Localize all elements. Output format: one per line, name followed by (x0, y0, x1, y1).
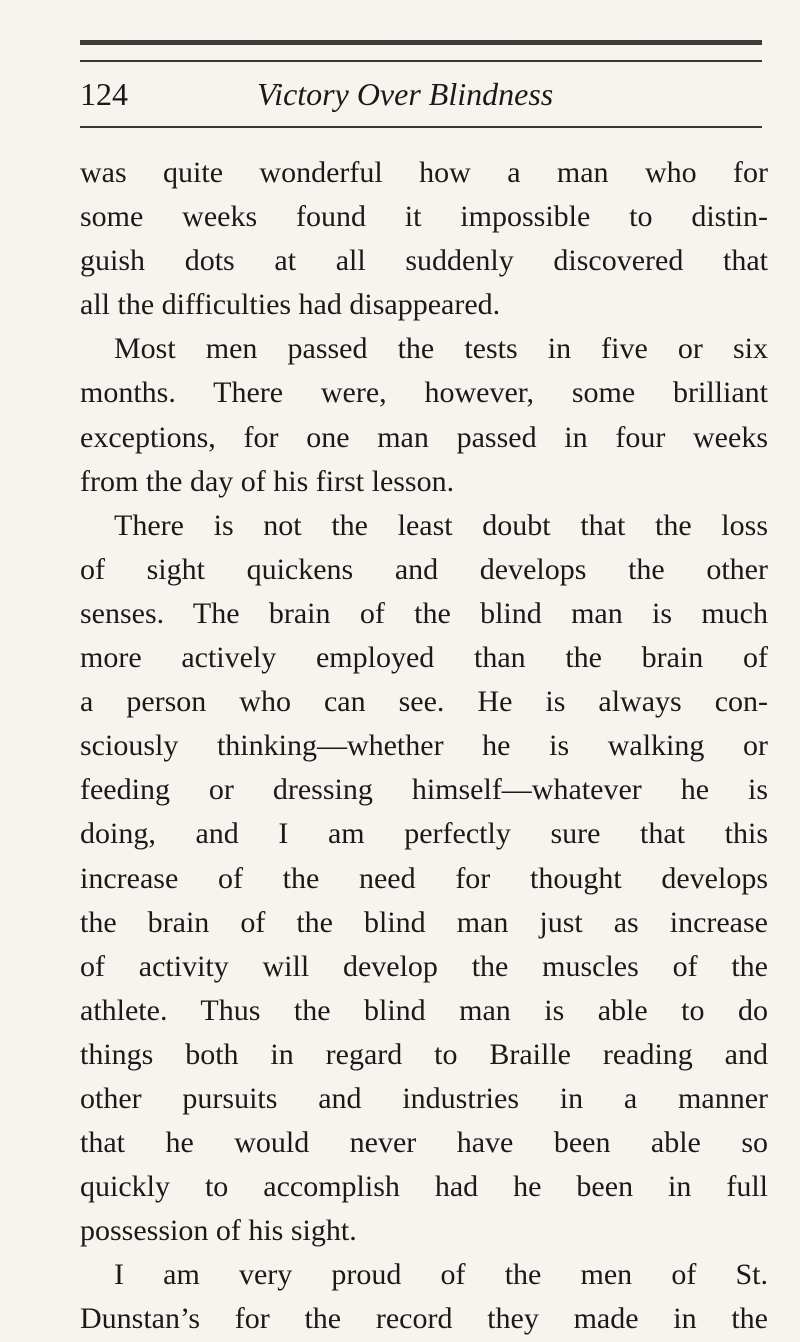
running-head (80, 72, 762, 116)
text-line: things both in regard to Braille reading and (80, 1037, 768, 1071)
text-line: senses. The brain of the blind man is much (80, 596, 768, 630)
text-line: feeding or dressing himself—whatever he is (80, 773, 768, 807)
text-line: of activity will develop the muscles of the (80, 949, 768, 983)
text-line: the brain of the blind man just as increase (80, 905, 768, 939)
text-line: was quite wonderful how a man who for (80, 156, 768, 189)
text-line: guish dots at all suddenly discovered that (80, 244, 768, 278)
body-text (80, 151, 768, 1342)
text-line: that he would never have been able so (80, 1126, 768, 1160)
text-line: other pursuits and industries in a manner (80, 1081, 768, 1115)
text-line: from the day of his first lesson. (80, 464, 455, 498)
text-line: I am very proud of the men of St. (114, 1258, 768, 1292)
text-line: months. There were, however, some brilliant (80, 376, 768, 410)
top-rule-thin (80, 60, 762, 62)
text-line: a person who can see. He is always con- (80, 685, 768, 719)
text-line: sciously thinking—whether he is walking or (80, 729, 768, 763)
text-line: increase of the need for thought develops (80, 861, 768, 895)
text-line: There is not the least doubt that the loss (114, 508, 768, 542)
text-line: all the difficulties had disappeared. (80, 288, 501, 322)
text-line: exceptions, for one man passed in four weeks (80, 420, 768, 454)
text-line: of sight quickens and develops the other (80, 552, 768, 586)
text-line: athlete. Thus the blind man is able to do (80, 993, 768, 1027)
running-title: Victory Over Blindness (257, 76, 554, 112)
text-line: some weeks found it impossible to distin- (80, 200, 768, 234)
top-rule (80, 40, 762, 46)
text-line: Most men passed the tests in five or six (114, 332, 768, 366)
head-rule (80, 126, 762, 128)
text-line: possession of his sight. (80, 1214, 357, 1248)
text-line: doing, and I am perfectly sure that this (80, 817, 768, 851)
text-line: quickly to accomplish had he been in full (80, 1170, 768, 1204)
text-line: more actively employed than the brain of (80, 641, 768, 675)
page-number: 124 (80, 76, 128, 112)
text-line: Dunstan’s for the record they made in the (80, 1302, 768, 1336)
